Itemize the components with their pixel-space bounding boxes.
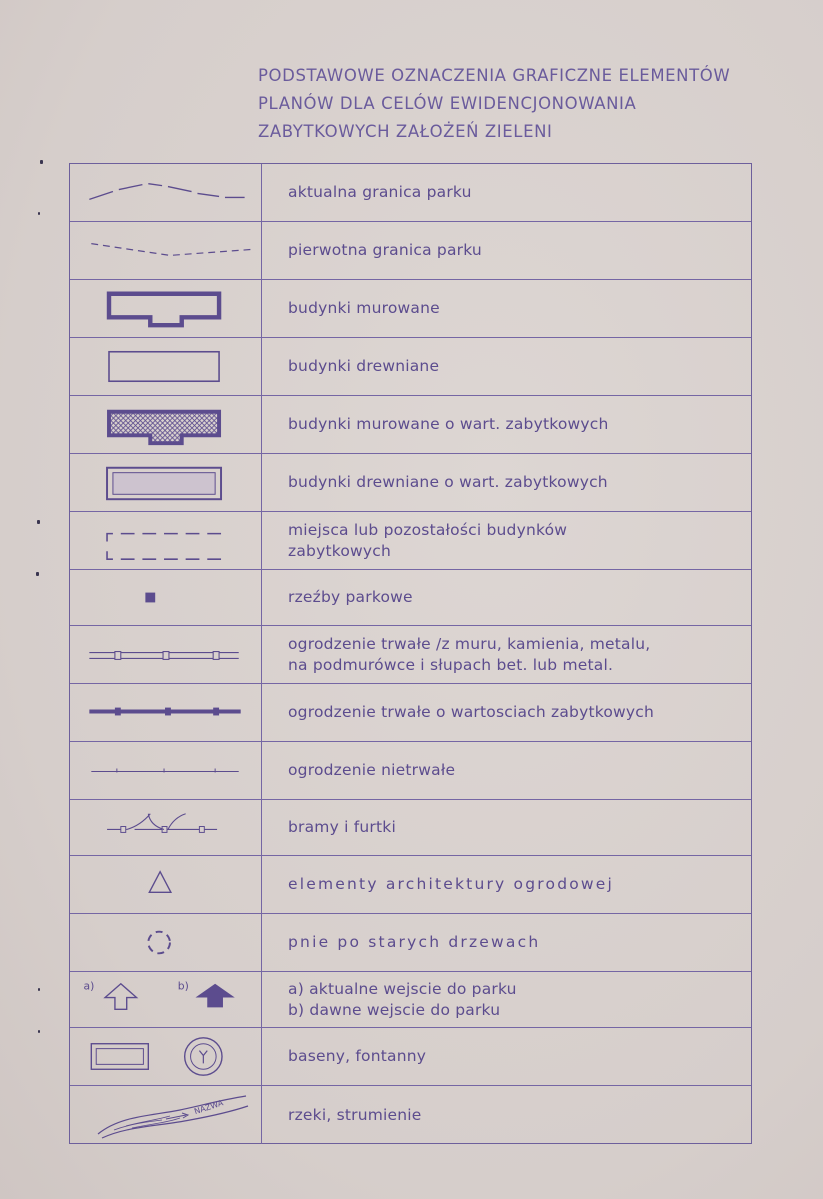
legend-description: ogrodzenie nietrwałe xyxy=(288,761,456,779)
legend-symbol-cell xyxy=(70,338,262,395)
legend-symbol-cell xyxy=(70,222,262,279)
legend-description: budynki drewniane o wart. zabytkowych xyxy=(288,473,608,491)
legend-row xyxy=(70,570,751,626)
title-line-1: PODSTAWOWE OZNACZENIA GRAFICZNE ELEMENTÓW xyxy=(258,66,731,85)
former-entrance-arrow-icon xyxy=(195,984,234,1008)
margin-mark xyxy=(38,988,40,991)
legend-row xyxy=(70,396,751,454)
river-icon xyxy=(70,1086,262,1144)
legend-row xyxy=(70,222,751,280)
legend-symbol-cell xyxy=(70,1086,262,1144)
river-name-label: NAZWA xyxy=(193,1098,225,1117)
thin-outline-building-icon xyxy=(70,338,262,395)
legend-symbol-cell xyxy=(70,164,262,221)
dashed-circle-icon xyxy=(70,914,262,971)
margin-mark xyxy=(40,160,43,164)
legend-symbol-cell xyxy=(70,396,262,453)
legend-symbol-cell xyxy=(70,454,262,511)
legend-description: pierwotna granica parku xyxy=(288,241,482,259)
legend-row xyxy=(70,626,751,684)
legend-description: budynki murowane xyxy=(288,299,440,317)
legend-description: bramy i furtki xyxy=(288,818,396,836)
legend-row xyxy=(70,280,751,338)
legend-description: budynki drewniane xyxy=(288,357,440,375)
margin-mark xyxy=(38,1030,40,1033)
double-outline-building-icon xyxy=(70,454,262,511)
gate-icon xyxy=(70,800,262,855)
legend-description: budynki murowane o wart. zabytkowych xyxy=(288,415,609,433)
legend-row xyxy=(70,164,751,222)
current-entrance-arrow-icon xyxy=(105,984,136,1010)
legend-description: a) aktualne wejscie do parku b) dawne wejscie do parku xyxy=(288,979,517,1019)
hatched-building-icon xyxy=(70,396,262,453)
margin-mark xyxy=(38,212,40,215)
double-line-fence-icon xyxy=(70,626,262,683)
margin-mark xyxy=(36,572,39,576)
legend-symbol-cell xyxy=(70,684,262,741)
legend-symbol-cell xyxy=(70,800,262,855)
legend-description: pnie po starych drzewach xyxy=(288,933,541,951)
legend-row xyxy=(70,972,751,1028)
triangle-icon xyxy=(70,856,262,913)
fine-dash-line-icon xyxy=(70,222,262,279)
title-line-3: ZABYTKOWYCH ZAŁOŻEŃ ZIELENI xyxy=(258,122,553,141)
thin-fence-icon xyxy=(70,742,262,799)
legend-description: rzeki, strumienie xyxy=(288,1105,422,1124)
legend-description: ogrodzenie trwałe o wartosciach zabytkowych xyxy=(288,703,655,721)
legend-row xyxy=(70,338,751,396)
label-a: a) xyxy=(83,979,95,993)
legend-symbol-cell xyxy=(70,914,262,971)
thick-fence-icon xyxy=(70,684,262,741)
page-title xyxy=(258,62,798,146)
legend-description: ogrodzenie trwałe /z muru, kamienia, metalu, na podmurówce i słupach bet. lub metal. xyxy=(288,634,651,674)
legend-description: baseny, fontanny xyxy=(288,1047,427,1065)
legend-symbol-cell xyxy=(70,972,262,1027)
legend-symbol-cell xyxy=(70,856,262,913)
legend-description: miejsca lub pozostałości budynków zabytkowych xyxy=(288,520,568,560)
label-b: b) xyxy=(177,979,189,993)
legend-row xyxy=(70,800,751,856)
legend-symbol-cell xyxy=(70,512,262,569)
legend-symbol-cell xyxy=(70,626,262,683)
legend-row xyxy=(70,1086,751,1144)
legend-description: rzeźby parkowe xyxy=(288,588,413,606)
legend-row xyxy=(70,856,751,914)
title-line-2: PLANÓW DLA CELÓW EWIDENCJONOWANIA xyxy=(258,94,637,113)
legend-symbol-cell xyxy=(70,280,262,337)
legend-description: elementy architektury ogrodowej xyxy=(288,875,615,893)
legend-row xyxy=(70,914,751,972)
small-square-icon xyxy=(70,570,262,625)
dashed-building-icon xyxy=(70,512,262,569)
legend-row xyxy=(70,454,751,512)
legend-description: aktualna granica parku xyxy=(288,183,472,201)
legend-row xyxy=(70,742,751,800)
solid-dash-line-icon xyxy=(70,164,262,221)
legend-row xyxy=(70,1028,751,1086)
legend-symbol-cell xyxy=(70,742,262,799)
legend-row xyxy=(70,512,751,570)
thick-outline-building-icon xyxy=(70,280,262,337)
pool-fountain-icon xyxy=(70,1028,262,1085)
legend-symbol-cell xyxy=(70,1028,262,1085)
margin-mark xyxy=(37,520,40,524)
entrance-arrows-icon xyxy=(70,972,262,1027)
legend-table xyxy=(69,163,752,1144)
legend-symbol-cell xyxy=(70,570,262,625)
legend-row xyxy=(70,684,751,742)
